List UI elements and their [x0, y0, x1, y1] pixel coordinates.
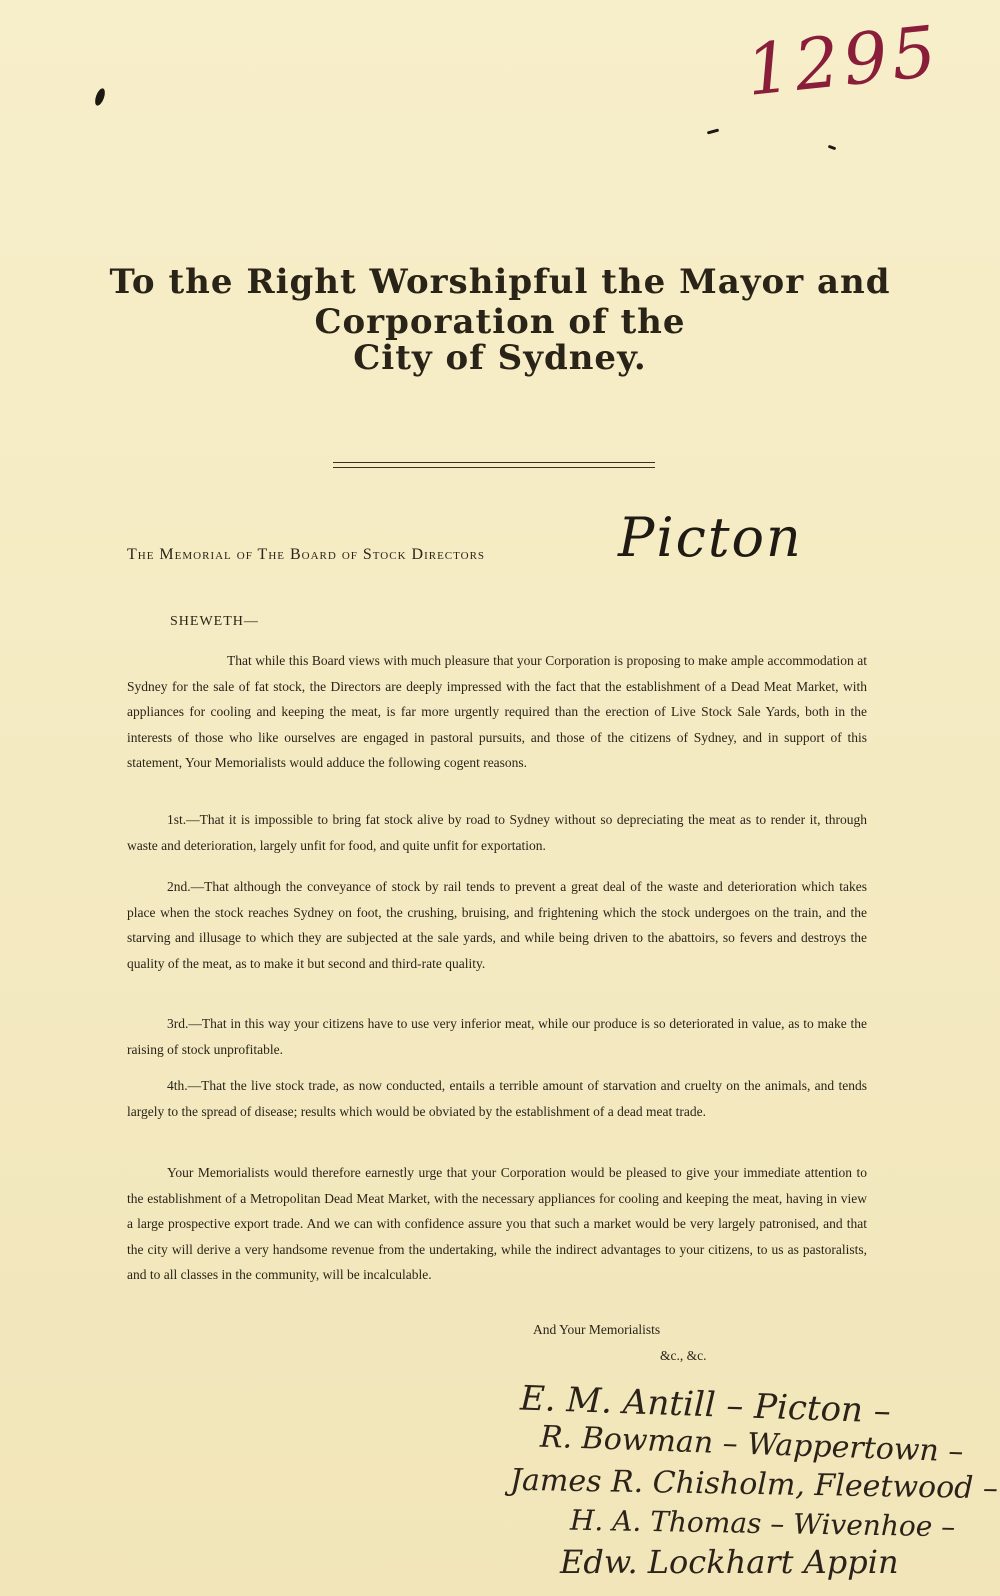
reason-1: 1st.—That it is impossible to bring fat stock alive by road to Sydney without so depreciating the meat as to render it, through waste and deterioration, largely unfit for food, and quite unfit for exportation. — [127, 812, 867, 853]
closing-line-1: And Your Memorialists — [533, 1322, 661, 1337]
ink-speck — [707, 128, 719, 134]
title-line-2: City of Sydney. — [353, 338, 647, 378]
sheweth-heading: SHEWETH— — [170, 614, 259, 629]
signature-4: H. A. Thomas – Wivenhoe – — [569, 1503, 956, 1544]
reason-4: 4th.—That the live stock trade, as now conducted, entails a terrible amount of starvation and cruelty on the animals, and tends largely to the spread of disease; results which would be obviated by the establishment of a dead meat trade. — [127, 1078, 867, 1119]
title-line-1: To the Right Worshipful the Mayor and Corporation of the — [109, 262, 891, 342]
memorial-board-name: Picton — [618, 506, 803, 569]
memorial-heading: The Memorial of The Board of Stock Directors — [127, 546, 486, 563]
reason-2: 2nd.—That although the conveyance of stock by rail tends to prevent a great deal of the waste and deterioration which takes place when the stock reaches Sydney on foot, the crushing, bruising, and frightening which the stock undergoes on the train, and the starving and illusage to which they are subjected at the sale yards, and while being driven to the abattoirs, so fevers and destroys the quality of the meat, as to make it but second and third-rate quality. — [127, 879, 867, 971]
ink-blot — [93, 87, 107, 107]
closing-line-2: &c., &c. — [660, 1348, 707, 1363]
intro-paragraph: That while this Board views with much pleasure that your Corporation is proposing to make ample accommodation at Sydney for the sale of fat stock, the Directors are deeply impressed with the fact that the establishment of a Dead Meat Market, with appliances for cooling and keeping the meat, is far more urgently required than the erection of Live Stock Sale Yards, both in the interests of those who like ourselves are engaged in pastoral pursuits, and those of the citizens of Sydney, and in support of this statement, Your Memorialists would adduce the following cogent reasons. — [127, 653, 867, 770]
signature-block — [500, 1378, 999, 1585]
signature-2: R. Bowman – Wappertown – — [539, 1419, 964, 1470]
signature-1: E. M. Antill – Picton – — [519, 1378, 892, 1432]
conclusion-paragraph: Your Memorialists would therefore earnestly urge that your Corporation would be pleased to give your immediate attention to the establishment of a Metropolitan Dead Meat Market, with the necessary appliances for cooling and keeping the meat, having in view a large prospective export trade. And we can with confidence assure you that such a market would be very largely patronised, and that the city will derive a very handsome revenue from the undertaking, while the indirect advantages to your citizens, to us as pastoralists, and to all classes in the community, will be incalculable. — [127, 1165, 867, 1282]
title-divider — [333, 462, 655, 468]
signature-5: Edw. Lockhart Appin — [560, 1543, 899, 1581]
ink-speck — [828, 145, 837, 151]
signature-3: James R. Chisholm, Fleetwood – — [509, 1462, 999, 1507]
reason-3: 3rd.—That in this way your citizens have to use very inferior meat, while our produce is so deteriorated in value, as to make the raising of stock unprofitable. — [127, 1016, 867, 1057]
page-number: 1295 — [742, 10, 944, 112]
